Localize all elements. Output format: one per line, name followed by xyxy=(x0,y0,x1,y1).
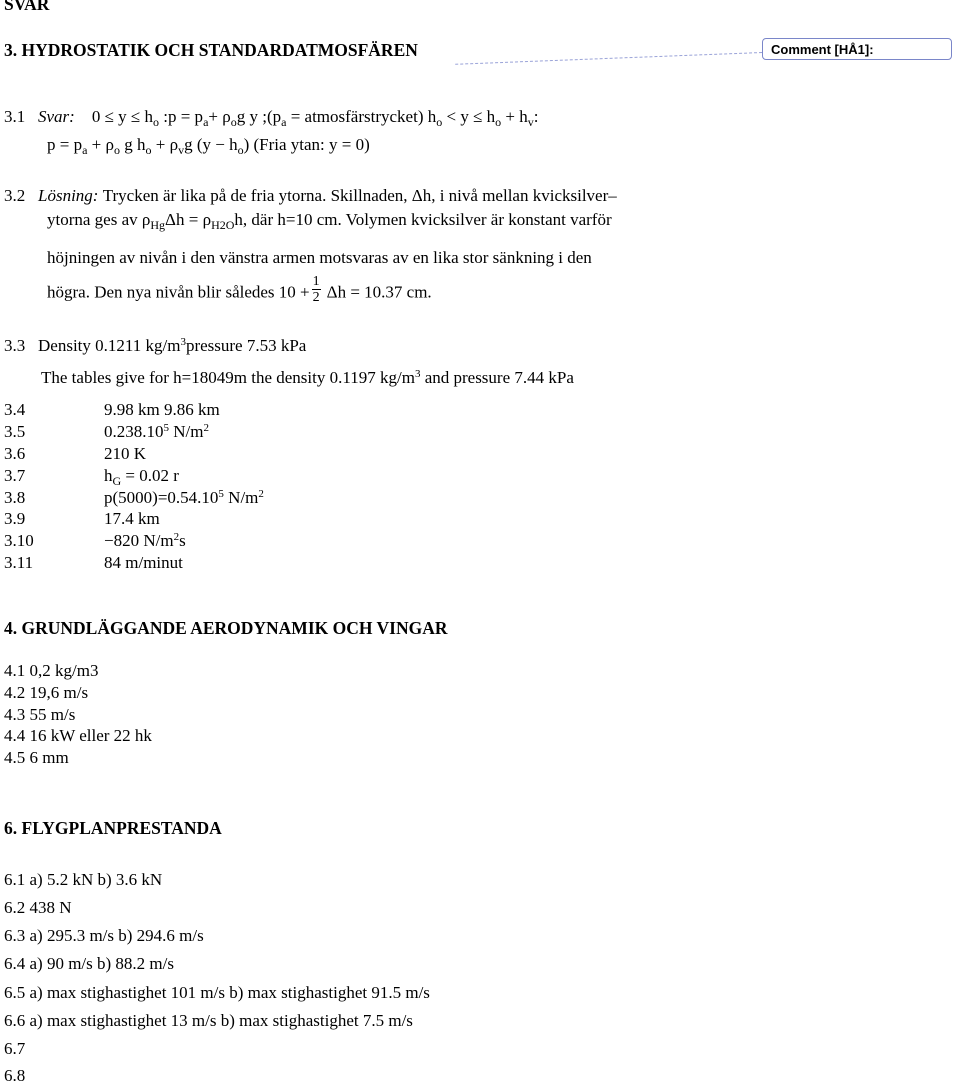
q33-text: Density 0.1211 kg/m xyxy=(38,336,181,355)
sec4-item: 4.1 0,2 kg/m3 xyxy=(4,661,99,680)
sub: o xyxy=(230,115,237,129)
row-answer: 84 m/minut xyxy=(104,553,183,572)
sub: o xyxy=(145,143,152,157)
q32-text: Trycken är lika på de fria ytorna. Skillnaden, Δh, i nivå mellan kvicksilver– xyxy=(102,186,617,205)
sec6-item: 6.2 438 N xyxy=(4,898,72,917)
q32-line1 xyxy=(4,186,617,206)
row-text: N/m xyxy=(223,488,259,507)
sub: o xyxy=(237,143,244,157)
row-text: 0.238.10 xyxy=(104,422,164,441)
row-answer xyxy=(104,531,186,551)
row-text: p(5000)=0.54.10 xyxy=(104,488,219,507)
sec6-item: 6.4 a) 90 m/s b) 88.2 m/s xyxy=(4,954,174,973)
q31-text: + h xyxy=(501,107,528,126)
q32-text: h, där h=10 cm. Volymen kvicksilver är konstant varför xyxy=(234,210,612,229)
q31-text: g (y − h xyxy=(184,135,238,154)
sub: o xyxy=(114,143,120,157)
q33-number: 3.3 xyxy=(4,336,26,355)
q31-text: + ρ xyxy=(208,107,231,126)
sub: o xyxy=(436,115,443,129)
row-answer: 17.4 km xyxy=(104,509,160,528)
sub: H2O xyxy=(211,218,235,232)
q32-text: ytorna ges av ρ xyxy=(47,210,151,229)
q31-text: < y ≤ h xyxy=(442,107,496,126)
sub: a xyxy=(281,115,287,129)
sub: v xyxy=(527,115,534,129)
sec6-item: 6.5 a) max stighastighet 101 m/s b) max stighastighet 91.5 m/s xyxy=(4,983,430,1002)
q31-label: Svar: xyxy=(38,107,75,126)
q31-line2 xyxy=(47,135,370,155)
section-3-title: 3. HYDROSTATIK OCH STANDARDATMOSFÄREN xyxy=(4,40,418,60)
q32-line4 xyxy=(47,274,432,309)
q31-text: = atmosfärstrycket) h xyxy=(286,107,437,126)
q32-text: Δh = 10.37 cm. xyxy=(326,282,432,302)
sec6-item: 6.6 a) max stighastighet 13 m/s b) max stighastighet 7.5 m/s xyxy=(4,1011,413,1030)
row-answer: 9.98 km 9.86 km xyxy=(104,400,220,419)
section-6-title: 6. FLYGPLANPRESTANDA xyxy=(4,818,222,838)
q31-text: :p = p xyxy=(159,107,204,126)
q33-text: and pressure 7.44 kPa xyxy=(420,368,574,387)
q31-number: 3.1 xyxy=(4,107,26,126)
sec4-item: 4.5 6 mm xyxy=(4,748,69,767)
sub: v xyxy=(178,143,185,157)
sec6-item: 6.3 a) 295.3 m/s b) 294.6 m/s xyxy=(4,926,204,945)
row-answer xyxy=(104,466,179,486)
sup: 2 xyxy=(173,531,180,543)
sec4-item: 4.4 16 kW eller 22 hk xyxy=(4,726,152,745)
sec6-item: 6.1 a) 5.2 kN b) 3.6 kN xyxy=(4,870,163,889)
page-header: SVAR xyxy=(4,0,50,14)
q32-number: 3.2 xyxy=(4,186,26,205)
sec4-item: 4.2 19,6 m/s xyxy=(4,683,89,702)
row-number: 3.4 xyxy=(4,400,26,419)
sub: a xyxy=(82,143,88,157)
row-number: 3.8 xyxy=(4,488,26,507)
section-4-title: 4. GRUNDLÄGGANDE AERODYNAMIK OCH VINGAR xyxy=(4,618,448,638)
sup: 5 xyxy=(163,422,169,434)
sec4-item: 4.3 55 m/s xyxy=(4,705,76,724)
row-text: −820 N/m xyxy=(104,531,174,550)
row-text: = 0.02 r xyxy=(121,466,179,485)
q31-text: g h xyxy=(120,135,146,154)
row-number: 3.9 xyxy=(4,509,26,528)
q31-text: g y ;(p xyxy=(236,107,282,126)
sup: 2 xyxy=(203,422,209,434)
q31-text: 0 ≤ y ≤ h xyxy=(91,107,153,126)
sub: o xyxy=(153,115,159,129)
q32-line3: höjningen av nivån i den vänstra armen motsvaras av en lika stor sänkning i den xyxy=(47,248,592,267)
q31-text: p = p xyxy=(47,135,83,154)
comment-connector xyxy=(455,52,762,65)
row-text: N/m xyxy=(169,422,204,441)
sub: Hg xyxy=(150,218,166,232)
q31-line1 xyxy=(4,107,538,127)
q32-label: Lösning: xyxy=(38,186,99,205)
q32-text: Δh = ρ xyxy=(165,210,212,229)
row-number: 3.10 xyxy=(4,531,34,550)
q31-text: ) (Fria ytan: y = 0) xyxy=(243,135,370,154)
fraction xyxy=(312,274,321,305)
row-number: 3.7 xyxy=(4,466,26,485)
row-number: 3.6 xyxy=(4,444,26,463)
sup: 5 xyxy=(218,488,224,500)
q33-line2 xyxy=(41,368,574,388)
q32-line2 xyxy=(47,210,612,230)
row-answer xyxy=(104,422,209,442)
sub: o xyxy=(495,115,502,129)
q32-text: högra. Den nya nivån blir således 10 + xyxy=(47,282,310,302)
sub: G xyxy=(112,474,122,488)
row-number: 3.5 xyxy=(4,422,26,441)
sup: 2 xyxy=(258,488,264,500)
sec6-item: 6.7 xyxy=(4,1039,26,1058)
q33-text: The tables give for h=18049m the density 0.1197 kg/m xyxy=(41,368,415,387)
comment-balloon[interactable]: Comment [HÅ1]: xyxy=(762,38,952,60)
q33-text: pressure 7.53 kPa xyxy=(185,336,307,355)
row-answer xyxy=(104,488,264,508)
fraction-denominator: 2 xyxy=(312,290,320,305)
fraction-numerator: 1 xyxy=(312,274,320,289)
q31-text: + ρ xyxy=(151,135,179,154)
row-text: s xyxy=(179,531,186,550)
q33-line1 xyxy=(4,336,306,356)
q31-text: : xyxy=(533,107,539,126)
sup: 3 xyxy=(414,368,421,380)
sec6-item: 6.8 xyxy=(4,1066,26,1085)
row-answer: 210 K xyxy=(104,444,147,463)
sup: 3 xyxy=(180,336,186,348)
q31-text: + ρ xyxy=(87,135,114,154)
row-text: h xyxy=(104,466,113,485)
sub: a xyxy=(203,115,209,129)
row-number: 3.11 xyxy=(4,553,34,572)
